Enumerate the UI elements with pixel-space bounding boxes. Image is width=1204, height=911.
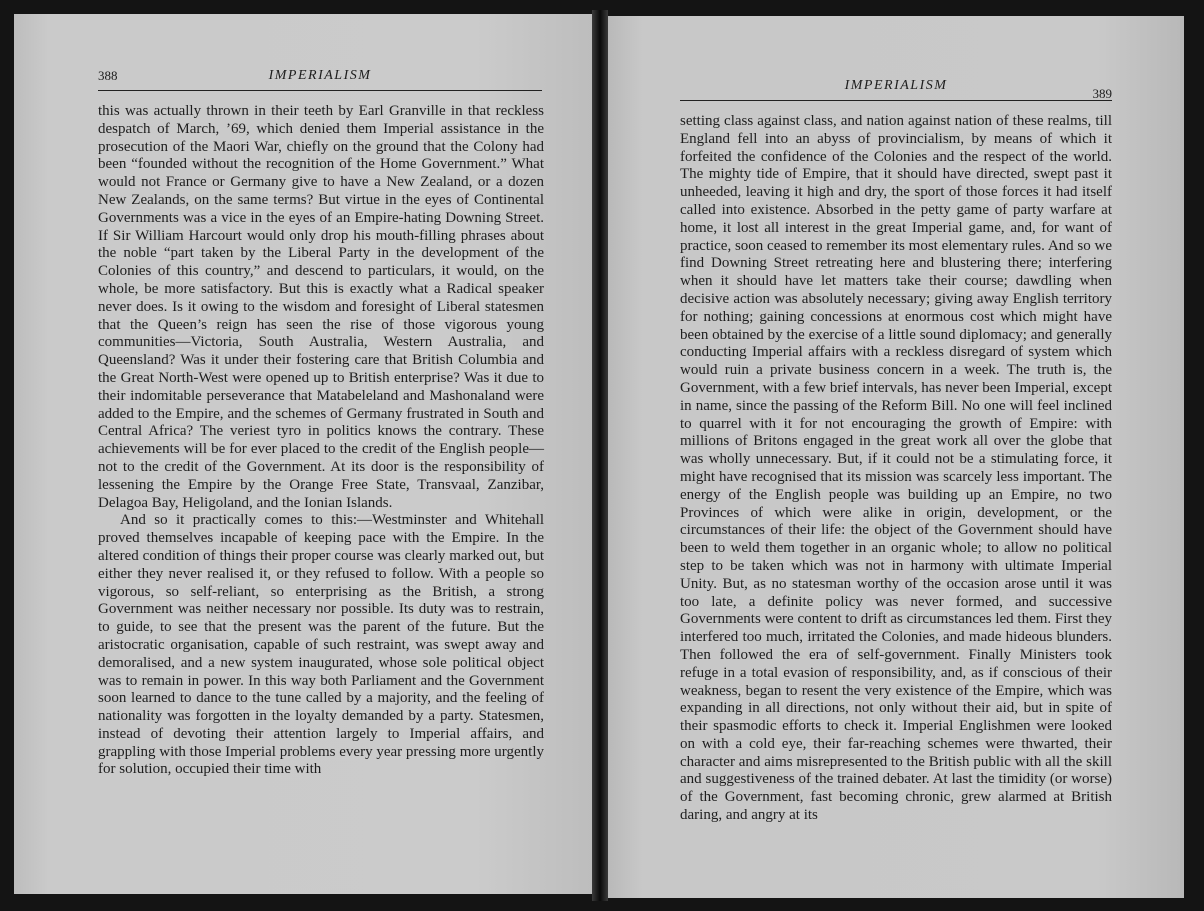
book-gutter [592, 10, 608, 901]
left-page [14, 14, 592, 894]
right-paragraph-1: setting class against class, and nation against nation of these realms, till England fell into an abyss of provincialism, by means of which it forfeited the confidence of the Colonies and the respect of the world. The mighty tide of Empire, that it should have directed, swept past it unheeded, leaving it high and dry, the sport of those forces it had itself called into existence. Absorbed in the petty game of party warfare at home, it lost all interest in the great Imperial game, and, for want of practice, soon ceased to remember its most elementary rules. And so we find Downing Street retreating here and blustering there; interfering when it should have let matters take their course; dawdling when decisive action was absolutely necessary; giving away English territory for nothing; gaining concessions at enormous cost which might have been obtained by the exercise of a little sound diplomacy; and generally conducting Imperial affairs with a reckless disregard of system which would ruin a private business concern in a week. The truth is, the Government, with a few brief intervals, has never been Imperial, except in name, since the passing of the Reform Bill. No one will feel inclined to quarrel with it for not encouraging the growth of Empire: with millions of Britons engaged in the great work all over the globe that was wholly unnecessary. But, if it could not be a stimulating force, it might have recognised that its mission was scarcely less important. The energy of the English people was building up an Empire, no two Provinces of which were alike in origin, development, or the circumstances of their life: the object of the Government should have been to weld them together in an organic whole; to allow no political step to be taken which was not in harmony with ultimate Imperial Unity. But, as no statesman worthy of the occasion arose until it was too late, a definite policy was never formed, and successive Governments were content to drift as circumstances led them. First they interfered too much, irritated the Colonies, and made hideous blunders. Then followed the era of self-government. Finally Ministers took refuge in a total evasion of responsibility, and, as if conscious of their weakness, began to resent the very existence of the Empire, which was expanding in all directions, not only without their aid, but in spite of their spasmodic efforts to check it. Imperial Englishmen were looked on with a cold eye, their far-reaching schemes were thwarted, their character and aims misrepresented to the British public with all the skill and suggestiveness of the trained debater. At last the timidity (or worse) of the Government, fast becoming chronic, grew alarmed at British daring, and angry at its [680, 113, 1112, 824]
right-running-head [680, 76, 1112, 101]
left-paragraph-1: this was actually thrown in their teeth by Earl Granville in that reckless despatch of March, ’69, which denied them Imperial assistance in the prosecution of the Maori War, chiefly on the ground that the Colony had been “founded without the recognition of the Home Government.” What would not France or Germany give to have a New Zealand, or a dozen New Zealands, on the same terms? But virtue in the eyes of Continental Governments was a vice in the eyes of an Empire-hating Downing Street. If Sir William Harcourt would only drop his mouth-filling phrases about the noble “part taken by the Liberal Party in the development of the Colonies of this country,” and descend to particulars, it would, on the whole, be more satisfactory. But this is exactly what a Radical speaker never does. Is it owing to the wisdom and foresight of Liberal statesmen that the Queen’s reign has seen the rise of those vigorous young communities—Victoria, South Australia, Western Australia, and Queensland? Was it under their fostering care that British Columbia and the Great North-West were opened up to British enterprise? Was it due to their indomitable perseverance that Matabeleland and Mashonaland were added to the Empire, and the schemes of Germany frustrated in South and Central Africa? The veriest tyro in politics knows the contrary. These achievements will be for ever placed to the credit of the English people—not to the credit of the Government. At its door is the responsibility of lessening the Empire by the Orange Free State, Transvaal, Zanzibar, Delagoa Bay, Heligoland, and the Ionian Islands. [98, 103, 544, 511]
left-page-number: 388 [98, 68, 118, 83]
right-body-text [680, 113, 1112, 825]
left-paragraph-2: And so it practically comes to this:—Westminster and Whitehall proved themselves incapable of keeping pace with the Empire. In the altered condition of things their proper course was clearly marked out, but either they never realised it, or they refused to follow. With a people so vigorous, so self-reliant, so enterprising as the British, a strong Government was neither necessary nor possible. Its duty was to restrain, to guide, to see that the present was the parent of the future. But the aristocratic organisation, capable of such restraint, was swept away and demoralised, and a new system inaugurated, whose sole political object was to remain in power. In this way both Parliament and the Government soon learned to dance to the tune called by a majority, and the feeling of nationality was forgotten in the loyalty demanded by a party. Statesmen, instead of devoting their attention largely to Imperial affairs, and grappling with those Imperial problems every year pressing more urgently for solution, occupied their time with [98, 512, 544, 778]
right-running-title: IMPERIALISM [844, 78, 948, 93]
right-page-number: 389 [1092, 86, 1112, 101]
left-body-text [98, 103, 544, 779]
left-running-title: IMPERIALISM [268, 68, 372, 83]
right-page [608, 16, 1184, 898]
left-running-head [98, 66, 542, 91]
